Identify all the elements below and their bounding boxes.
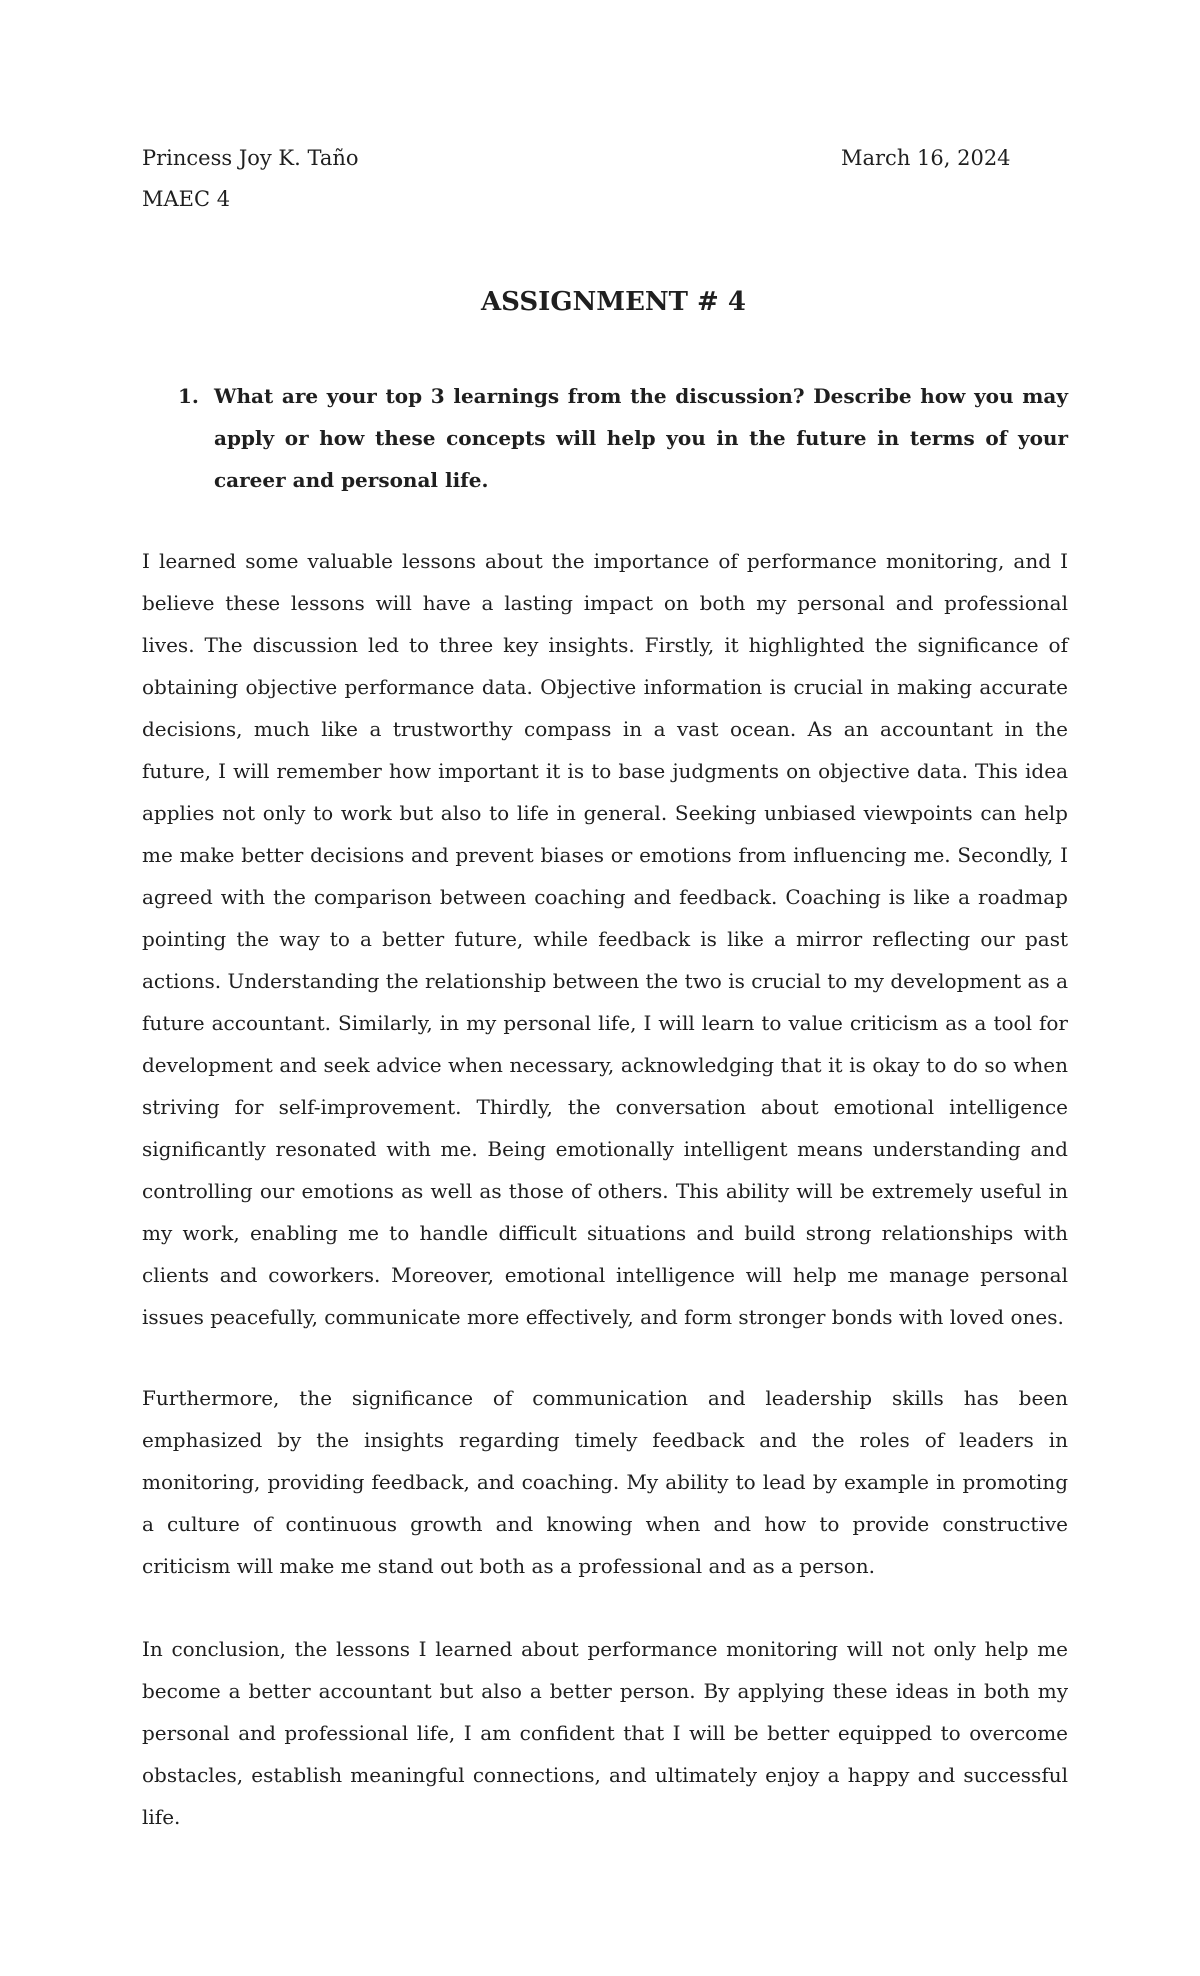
student-name: Princess Joy K. Taño (142, 146, 359, 170)
question-number: 1. (178, 384, 199, 408)
course-code: MAEC 4 (142, 187, 231, 211)
answer-paragraph-1: I learned some valuable lessons about the importance of performance monitoring, and I believe these lessons will have a lasting impact on both my personal and professional lives. The discussion led to three key insights. Firstly, it highlighted the significance of obtaining objective performance data. Objective information is crucial in making accurate decisions, much like a trustworthy compass in a vast ocean. As an accountant in the future, I will remember how important it is to base judgments on objective data. This idea applies not only to work but also to life in general. Seeking unbiased viewpoints can help me make better decisions and prevent biases or emotions from influencing me. Secondly, I agreed with the comparison between coaching and feedback. Coaching is like a roadmap pointing the way to a better future, while feedback is like a mirror reflecting our past actions. Understanding the relationship between the two is crucial to my development as a future accountant. Similarly, in my personal life, I will learn to value criticism as a tool for development and seek advice when necessary, acknowledging that it is okay to do so when striving for self-improvement. Thirdly, the conversation about emotional intelligence significantly resonated with me. Being emotionally intelligent means understanding and controlling our emotions as well as those of others. This ability will be extremely useful in my work, enabling me to handle difficult situations and build strong relationships with clients and coworkers. Moreover, emotional intelligence will help me manage personal issues peacefully, communicate more effectively, and form stronger bonds with loved ones. (142, 549, 1068, 1329)
question-text: What are your top 3 learnings from the discussion? Describe how you may apply or how these concepts will help you in the future in terms of your career and personal life. (214, 384, 1068, 492)
question-item (178, 375, 1068, 501)
assignment-title: ASSIGNMENT # 4 (481, 287, 746, 317)
conclusion-paragraph: In conclusion, the lessons I learned about performance monitoring will not only help me become a better accountant but also a better person. By applying these ideas in both my personal and professional life, I am confident that I will be better equipped to overcome obstacles, establish meaningful connections, and ultimately enjoy a happy and successful life. (142, 1637, 1068, 1829)
submission-date: March 16, 2024 (841, 146, 1011, 170)
question-list (178, 375, 1068, 501)
answer-paragraph-2: Furthermore, the significance of communication and leadership skills has been emphasized by the insights regarding timely feedback and the roles of leaders in monitoring, providing feedback, and coaching. My ability to lead by example in promoting a culture of continuous growth and knowing when and how to provide constructive criticism will make me stand out both as a professional and as a person. (142, 1386, 1068, 1578)
